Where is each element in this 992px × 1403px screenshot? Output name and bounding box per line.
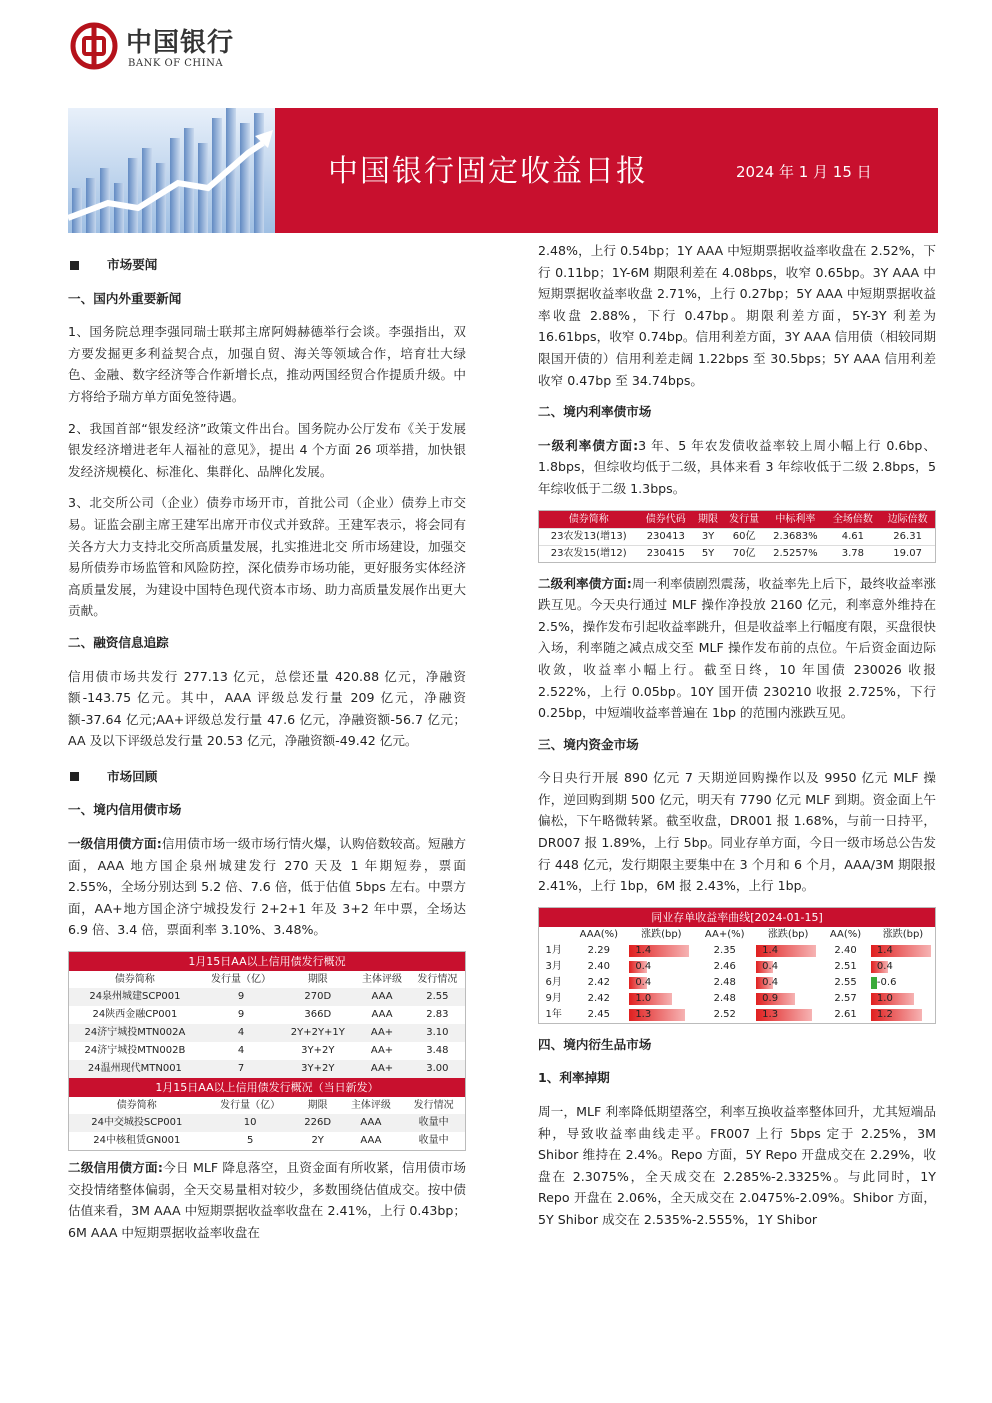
table-cell: 10 — [243, 1117, 257, 1129]
column-header: 涨跌(bp) — [641, 928, 682, 940]
report-date: 2024 年 1 月 15 日 — [736, 163, 872, 181]
table-cell: AA+ — [370, 1045, 394, 1057]
table-cell: AAA — [371, 1009, 393, 1021]
bank-logo — [70, 22, 270, 72]
table-cell: 2.42 — [587, 976, 610, 988]
table-cell: 2.61 — [834, 1008, 857, 1020]
column-header: 发行量（亿） — [220, 1100, 281, 1112]
table-cell — [756, 959, 820, 975]
table-cell: 24济宁城投MTN002B — [84, 1045, 186, 1057]
banner-chart-image — [68, 108, 275, 233]
column-header: AAA(%) — [579, 928, 618, 940]
table-cell: 24中核租赁GN001 — [93, 1135, 181, 1147]
table-cell — [756, 975, 820, 991]
table-cell: 24济宁城投MTN002A — [84, 1027, 186, 1039]
table-cell — [871, 959, 935, 975]
change-value: 1.4 — [876, 944, 893, 956]
table-cell: 60亿 — [723, 528, 765, 545]
column-header: 中标利率 — [775, 513, 816, 525]
irs-paragraph: 周一，MLF 利率降低期望落空，利率互换收益率整体回升，尤其短端品种，导致收益率曲线走平。FR007 上行 5bps 定于 2.25%，3M Shibor 维持在 2.4%。Repo 方面，5Y Repo 开盘成交在 2.29%，收盘在 2.3075%，全天成交在 2.285%-2.3325%。与此同时，1Y Repo 开盘在 2.06%，全天成交在 2.0475%-2.09%。Shibor 方面，5Y Shibor 成交在 2.535%-2.555%，1Y Shibor — [538, 1104, 936, 1227]
logo-cn-text: 中国银行 — [126, 28, 235, 58]
table-cell: 4.61 — [826, 528, 881, 545]
column-header: 期限 — [307, 974, 328, 986]
report-title: 中国银行固定收益日报 — [328, 154, 648, 189]
report-banner — [68, 108, 938, 233]
column-header: 边际倍数 — [887, 513, 928, 525]
news-paragraph-2: 2、我国首部“银发经济”政策文件出台。国务院办公厅发布《关于发展银发经济增进老年人福祉的意见》，提出 4 个方面 26 项举措，加快银发经济规模化、标准化、集群化、品牌化发展。 — [68, 420, 466, 479]
table-row — [539, 959, 935, 975]
table-cell: 2.52 — [713, 1008, 736, 1020]
secondary-rate-paragraph: 二级利率债方面:周一利率债剧烈震荡，收益率先上后下，最终收益率涨跌互见。今天央行通过 MLF 操作净投放 2160 亿元，利率意外维持在 2.5%，操作发布引起收益率跳升，但是收益率上行幅度有限，买盘很快入场，利率随之减点成交至 MLF 操作发布前的点位。午后资金面边际收敛，收益率小幅上行。截至日终，10 年国债 230026 收报 2.522%，上行 0.05bp。10Y 国开债 230210 收报 2.725%，下行 0.25bp，中短端收益率普遍在 1bp 的范围内涨跌互见。 — [538, 575, 937, 721]
column-header: AA+(%) — [704, 928, 745, 940]
table-cell: 19.07 — [880, 545, 935, 562]
section-heading-market-review: 市场回顾 — [68, 766, 466, 788]
change-value: 0.4 — [635, 960, 652, 972]
square-bullet-icon — [70, 261, 79, 270]
table-cell: 2.5257% — [765, 545, 825, 562]
table-cell: 3月 — [545, 960, 562, 972]
column-header: 债券简称 — [116, 1100, 157, 1112]
table-cell: 2.42 — [587, 992, 610, 1004]
table-cell — [629, 975, 693, 991]
table-row — [69, 1060, 465, 1078]
column-header: 主体评级 — [350, 1100, 391, 1112]
column-header: 发行情况 — [413, 1100, 454, 1112]
table-cell — [629, 1007, 693, 1023]
table-cell — [756, 943, 820, 959]
table-caption: 1月15日AA以上信用债发行概况（当日新发） — [69, 1078, 465, 1097]
table-cell: 23农发15(增12) — [539, 545, 638, 562]
change-value: 0.9 — [762, 992, 779, 1004]
table-cell: 24温州现代MTN001 — [87, 1063, 182, 1075]
table-cell: 7 — [237, 1063, 245, 1075]
table-cell: 2.48 — [713, 992, 736, 1004]
table-cell: 2.48 — [713, 976, 736, 988]
subheading-derivatives: 四、境内衍生品市场 — [538, 1036, 652, 1052]
subheading-news: 一、国内外重要新闻 — [68, 290, 182, 306]
change-value: 0.4 — [876, 960, 893, 972]
table-caption: 同业存单收益率曲线[2024-01-15] — [539, 908, 935, 927]
table-cell: 2.29 — [587, 944, 610, 956]
money-market-paragraph: 今日央行开展 890 亿元 7 天期逆回购操作以及 9950 亿元 MLF 操作，逆回购到期 500 亿元，明天有 7790 亿元 MLF 到期。资金面上午偏松，下午略微转紧。截至收盘，DR001 报 1.68%，与前一日持平，DR007 报 1.89%，上行 5bp。同业存单方面，今日一级市场总公告发行 448 亿元，发行期限主要集中在 3 个月和 6 个月，AAA/3M 期限报 2.41%，上行 1bp，6M 报 2.43%，上行 1bp。 — [538, 770, 936, 894]
column-header: 债券简称 — [114, 974, 155, 986]
primary-credit-paragraph: 一级信用债方面:信用债市场一级市场行情火爆，认购倍数较高。短融方面，AAA 地方国企泉州城建发行 270 天及 1 年期短券，票面 2.55%，全场分别达到 5.2 倍、7.6 倍，低于估值 5bps 左右。中票方面，AA+地方国企济宁城投发行 2+2+1 年及 3+2 年中票，全场达 6.9 倍、3.4 倍，票面利率 3.10%、3.48%。 — [68, 836, 467, 938]
table-cell: 5 — [246, 1135, 254, 1147]
left-column — [68, 240, 466, 1253]
change-value: 0.4 — [762, 960, 779, 972]
change-value: 1.0 — [876, 992, 893, 1004]
table-cell — [756, 1007, 820, 1023]
table-cell: 3.78 — [826, 545, 881, 562]
table-cell: AAA — [360, 1135, 382, 1147]
table-cell: 3.00 — [426, 1063, 449, 1075]
table-cell: 23农发13(增13) — [539, 528, 638, 545]
change-value: 1.4 — [762, 944, 779, 956]
table-cell: 1年 — [545, 1008, 562, 1020]
table-cell: 270D — [304, 991, 332, 1003]
table-cell: 2.46 — [713, 960, 736, 972]
column-header — [539, 927, 568, 943]
table-row — [69, 1132, 465, 1150]
table-cell: 226D — [304, 1117, 332, 1129]
news-paragraph-3: 3、北交所公司（企业）债券市场开市，首批公司（企业）债券上市交易。证监会副主席王建军出席开市仪式并致辞。王建军表示，将会同有关各方大力支持北交所高质量发展，扎实推进北交 所市场建设，加强交易所债券市场监管和风险防控，深化债券市场功能，更好服务实体经济高质量发展，为建设中国特色现代资本市场、助力高质量发展作出更大贡献。 — [68, 495, 466, 619]
credit-issuance-table — [68, 951, 466, 1151]
table-cell: 2.3683% — [765, 528, 825, 545]
table-cell: 2.55 — [426, 991, 449, 1003]
change-value: -0.6 — [876, 976, 897, 988]
table-cell: 2.55 — [834, 976, 857, 988]
table-row — [69, 988, 465, 1006]
rate-bond-table — [538, 510, 936, 563]
logo-en-text: BANK OF CHINA — [128, 58, 224, 69]
table-cell: 3Y+2Y — [301, 1063, 335, 1075]
table-cell: 4 — [237, 1045, 245, 1057]
table-cell: 2.40 — [834, 944, 857, 956]
table-cell: 4 — [237, 1027, 245, 1039]
table-cell: 3.10 — [426, 1027, 449, 1039]
table-cell: 收量中 — [418, 1117, 449, 1129]
column-header: 发行量 — [729, 513, 760, 525]
change-value: 1.3 — [635, 1008, 652, 1020]
subheading-financing: 二、融资信息追踪 — [68, 634, 169, 650]
column-header: 债券代码 — [645, 513, 686, 525]
table-cell: 2.35 — [713, 944, 736, 956]
table-cell: 收量中 — [418, 1135, 449, 1147]
table-cell — [871, 943, 935, 959]
square-bullet-icon — [70, 772, 79, 781]
primary-rate-paragraph: 一级利率债方面:3 年、5 年农发债收益率较上周小幅上行 0.6bp、1.8bps，但综收均低于二级，具体来看 3 年综收低于二级 2.8bps，5 年综收低于二级 1.3bps。 — [538, 437, 936, 496]
subheading-money-market: 三、境内资金市场 — [538, 736, 639, 752]
table-row — [539, 943, 935, 959]
table-row — [539, 1007, 935, 1023]
subheading-irs: 1、利率掉期 — [538, 1070, 610, 1086]
table-cell: 9 — [237, 991, 245, 1003]
table-cell: 2.51 — [834, 960, 857, 972]
table-cell: 230413 — [638, 528, 693, 545]
table-cell: AA+ — [370, 1063, 394, 1075]
table-row — [69, 1042, 465, 1060]
table-cell: 3Y — [693, 528, 723, 545]
table-cell: 2Y+2Y+1Y — [290, 1027, 345, 1039]
table-cell: 366D — [304, 1009, 332, 1021]
table-caption: 1月15日AA以上信用债发行概况 — [69, 952, 465, 971]
change-value: 0.4 — [762, 976, 779, 988]
table-row — [69, 1114, 465, 1132]
table-cell: 2Y — [311, 1135, 324, 1147]
table-cell: 3Y+2Y — [301, 1045, 335, 1057]
table-cell: 6月 — [545, 976, 562, 988]
table-row — [539, 991, 935, 1007]
bank-of-china-logo-icon — [70, 22, 118, 70]
column-header: 主体评级 — [362, 974, 403, 986]
ncd-yield-curve-table — [538, 907, 936, 1024]
table-cell: 1月 — [545, 944, 562, 956]
table-cell: 5Y — [693, 545, 723, 562]
table-cell — [871, 1007, 935, 1023]
table-cell — [629, 959, 693, 975]
column-header: 涨跌(bp) — [767, 928, 809, 940]
column-header: 发行量（亿） — [211, 974, 272, 986]
column-header: 发行情况 — [417, 974, 458, 986]
table-cell: 24泉州城建SCP001 — [89, 991, 181, 1003]
change-value: 1.0 — [635, 992, 652, 1004]
table-row — [539, 545, 935, 562]
table-cell: 2.57 — [834, 992, 857, 1004]
change-value: 0.4 — [635, 976, 652, 988]
table-cell: AAA — [360, 1117, 382, 1129]
credit-continued-paragraph: 2.48%，上行 0.54bp；1Y AAA 中短期票据收益率收盘在 2.52%，下行 0.11bp；1Y-6M 期限利差在 4.08bps，收窄 0.65bp。3Y AAA 中短期票据收益率收盘 2.71%，上行 0.27bp；5Y AAA 中短期票据收益率收盘 2.88%，下行 0.47bp。期限利差方面，5Y-3Y 利差为 16.61bps，收窄 0.74bp。信用利差方面，3Y AAA 信用债（相较同期限国开债的）信用利差走阔 1.22bps 至 30.5bps；5Y AAA 信用利差收窄 0.47bp 至 34.74bps。 — [538, 243, 936, 388]
table-cell: 26.31 — [880, 528, 935, 545]
column-header: 涨跌(bp) — [882, 928, 924, 940]
table-cell: 24陕西金融CP001 — [92, 1009, 178, 1021]
news-paragraph-1: 1、国务院总理李强同瑞士联邦主席阿姆赫德举行会谈。李强指出，双方要发掘更多利益契合点，加强自贸、海关等领域合作，培育壮大绿色、金融、数字经济等合作新增长点，推动两国经贸合作提质升级。中方将给予瑞方单方面免签待遇。 — [68, 324, 466, 404]
subheading-rate-bond: 二、境内利率债市场 — [538, 404, 652, 420]
table-cell: 9 — [237, 1009, 245, 1021]
table-row — [539, 528, 935, 545]
subheading-credit-bond: 一、境内信用债市场 — [68, 802, 182, 818]
table-cell — [756, 991, 820, 1007]
column-header: 债券简称 — [568, 513, 609, 525]
change-value: 1.4 — [635, 944, 652, 956]
table-row — [69, 1006, 465, 1024]
table-cell: 24中交城投SCP001 — [91, 1117, 183, 1129]
table-cell: 230415 — [638, 545, 693, 562]
column-header: 期限 — [698, 513, 719, 525]
table-row — [69, 1024, 465, 1042]
table-row — [539, 975, 935, 991]
table-cell — [871, 991, 935, 1007]
table-cell — [629, 991, 693, 1007]
table-cell: 9月 — [545, 992, 562, 1004]
table-cell: AA+ — [370, 1027, 394, 1039]
table-cell: 70亿 — [723, 545, 765, 562]
table-cell: 2.45 — [587, 1008, 610, 1020]
table-cell: 2.83 — [426, 1009, 449, 1021]
table-cell — [629, 943, 693, 959]
column-header: AA(%) — [829, 928, 862, 940]
section-heading-market-news: 市场要闻 — [68, 254, 466, 276]
table-cell: 3.48 — [426, 1045, 449, 1057]
column-header: 全场倍数 — [832, 513, 873, 525]
change-value: 1.2 — [876, 1008, 893, 1020]
table-cell — [871, 975, 935, 991]
change-value: 1.3 — [762, 1008, 779, 1020]
table-cell: 2.40 — [587, 960, 610, 972]
table-cell: AAA — [371, 991, 393, 1003]
financing-paragraph: 信用债市场共发行 277.13 亿元，总偿还量 420.88 亿元，净融资额-143.75 亿元。其中，AAA 评级总发行量 209 亿元，净融资额-37.64 亿元;AA+评级总发行量 47.6 亿元，净融资额-56.7 亿元；AA 及以下评级总发行量 20.53 亿元，净融资额-49.42 亿元。 — [68, 668, 466, 749]
secondary-credit-paragraph: 二级信用债方面:今日 MLF 降息落空，且资金面有所收紧，信用债市场交投情绪整体偏弱，全天交易量相对较少，多数围绕估值成交。按中债估值来看，3M AAA 中短期票据收益率收盘在 2.41%，上行 0.43bp；6M AAA 中短期票据收益率收盘在 — [68, 1160, 466, 1240]
column-header: 期限 — [307, 1100, 328, 1112]
right-column — [538, 240, 936, 1241]
